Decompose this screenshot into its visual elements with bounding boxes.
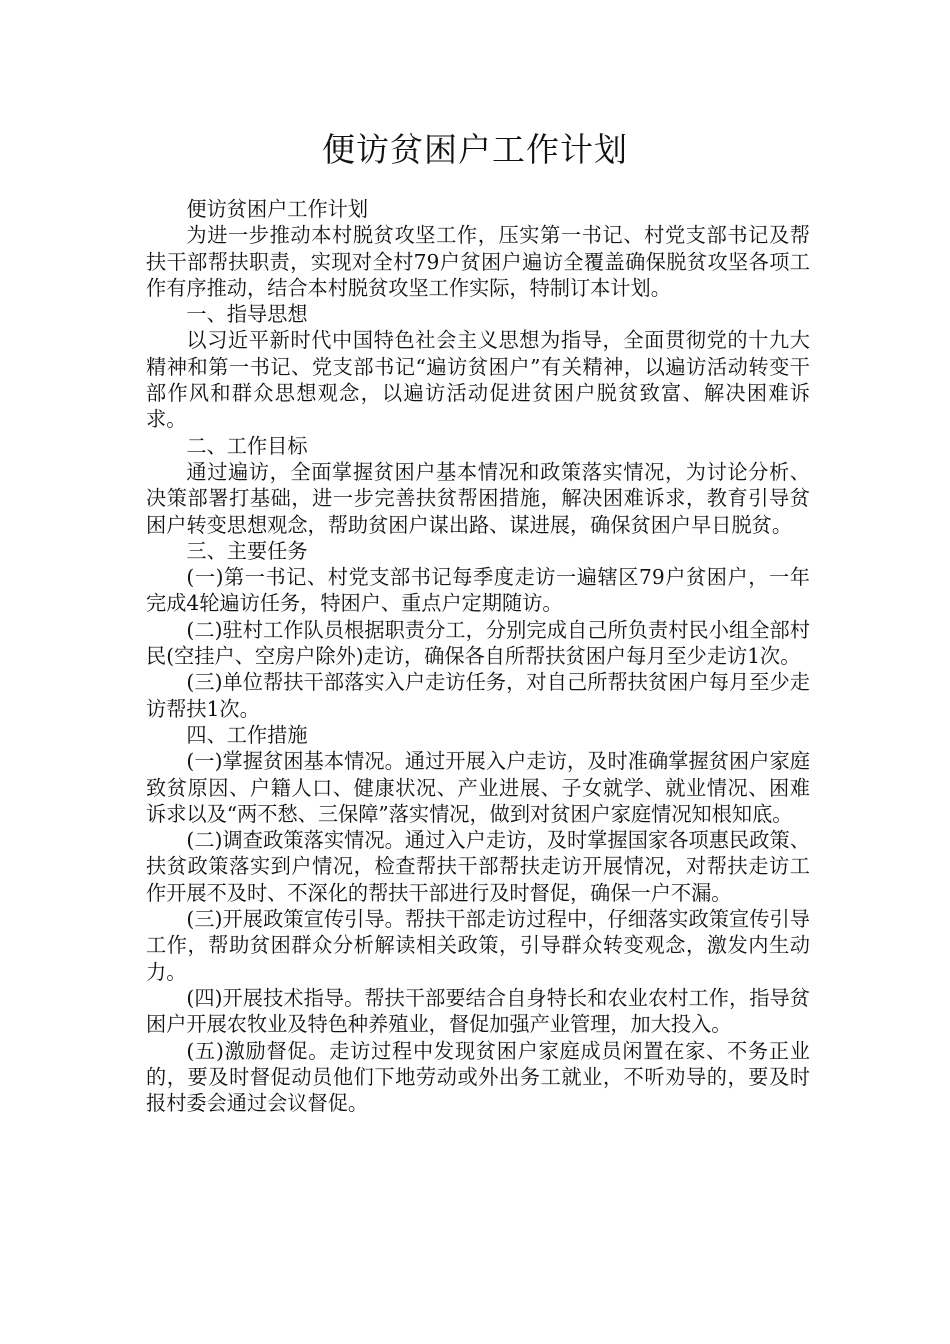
main-task-item-2: (二)驻村工作队员根据职责分工，分别完成自己所负责村民小组全部村民(空挂户、空房户除外)走访，确保各自所帮扶贫困户每月至少走访1次。 [146, 617, 810, 669]
section-heading-work-measures: 四、工作措施 [186, 722, 308, 747]
main-task-item-3: (三)单位帮扶干部落实入户走访任务，对自己所帮扶贫困户每月至少走访帮扶1次。 [146, 670, 810, 721]
section-heading-main-tasks: 三、主要任务 [186, 538, 308, 563]
section-heading-guiding-thought: 一、指导思想 [186, 302, 308, 327]
work-measure-item-5: (五)激励督促。走访过程中发现贫困户家庭成员闲置在家、不务正业的，要及时督促动员他们下地劳动或外出务工就业，不听劝导的，要及时报村委会通过会议督促。 [146, 1038, 810, 1116]
work-measure-item-3: (三)开展政策宣传引导。帮扶干部走访过程中，仔细落实政策宣传引导工作，帮助贫困群众分析解读相关政策，引导群众转变观念，激发内生动力。 [146, 907, 810, 984]
intro-heading: 便访贫困户工作计划 [186, 197, 369, 221]
work-goals-paragraph: 通过遍访，全面掌握贫困户基本情况和政策落实情况，为讨论分析、决策部署打基础，进一步完善扶贫帮困措施，解决困难诉求，教育引导贫困户转变思想观念，帮助贫困户谋出路、谋进展，确保贫困户早日脱贫。 [146, 459, 810, 537]
main-task-item-1: (一)第一书记、村党支部书记每季度走访一遍辖区79户贫困户，一年完成4轮遍访任务，特困户、重点户定期随访。 [146, 565, 810, 616]
intro-paragraph: 为进一步推动本村脱贫攻坚工作，压实第一书记、村党支部书记及帮扶干部帮扶职责，实现对全村79户贫困户遍访全覆盖确保脱贫攻坚各项工作有序推动，结合本村脱贫攻坚工作实际，特制订本计划。 [146, 223, 810, 300]
section-heading-work-goals: 二、工作目标 [186, 433, 308, 458]
guiding-thought-paragraph: 以习近平新时代中国特色社会主义思想为指导，全面贯彻党的十九大精神和第一书记、党支部书记“遍访贫困户”有关精神，以遍访活动转变干部作风和群众思想观念，以遍访活动促进贫困户脱贫致富、解决困难诉求。 [146, 328, 810, 432]
work-measure-item-4: (四)开展技术指导。帮扶干部要结合自身特长和农业农村工作，指导贫困户开展农牧业及特色种养殖业，督促加强产业管理，加大投入。 [146, 985, 810, 1037]
document-body [146, 196, 810, 1116]
work-measure-item-2: (二)调查政策落实情况。通过入户走访，及时掌握国家各项惠民政策、扶贫政策落实到户情况，检查帮扶干部帮扶走访开展情况，对帮扶走访工作开展不及时、不深化的帮扶干部进行及时督促，确保一户不漏。 [146, 828, 810, 905]
document-title: 便访贫困户工作计划 [322, 130, 628, 169]
work-measure-item-1: (一)掌握贫困基本情况。通过开展入户走访，及时准确掌握贫困户家庭致贫原因、户籍人口、健康状况、产业进展、子女就学、就业情况、困难诉求以及“两不愁、三保障”落实情况，做到对贫困户家庭情况知根知底。 [146, 749, 810, 826]
